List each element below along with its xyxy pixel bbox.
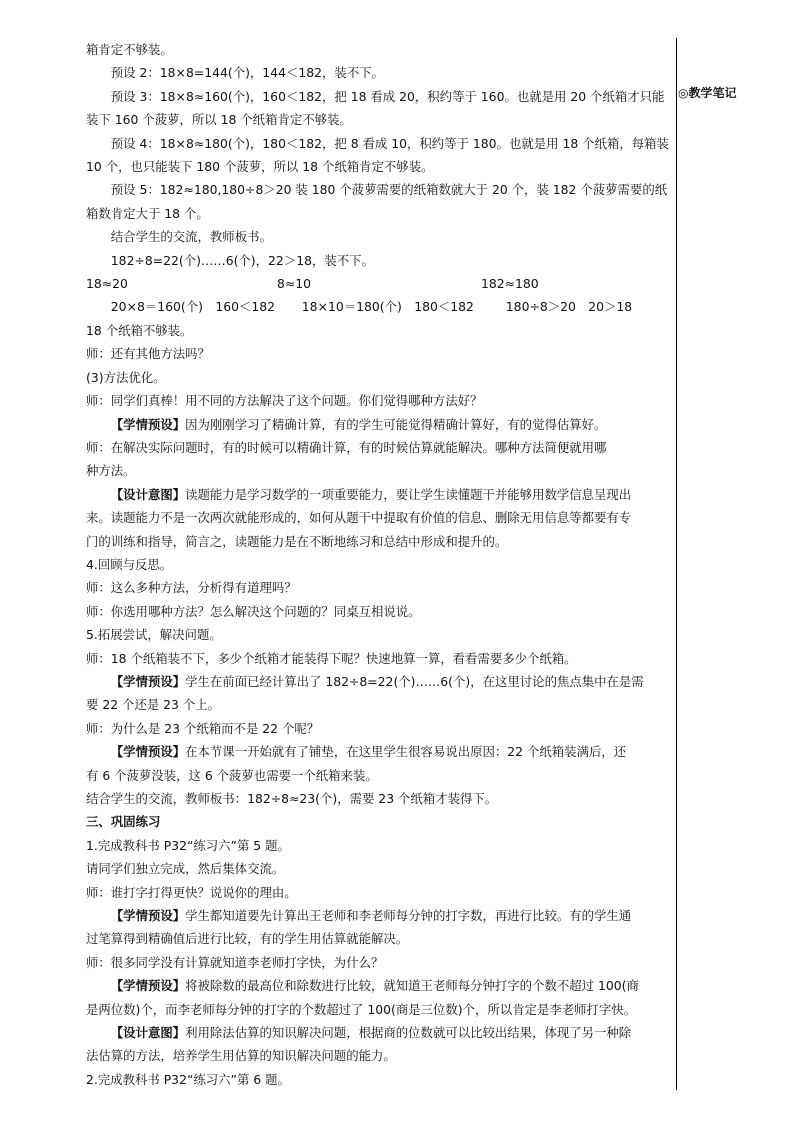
text-line: 预设 5：182≈180,180÷8＞20 装 180 个菠萝需要的纸箱数就大于 20 个，装 182 个菠萝需要的纸 <box>110 182 668 198</box>
text-line: 结合学生的交流，教师板书。 <box>110 229 272 245</box>
tag-label: 【学情预设】 <box>110 978 186 994</box>
teaching-notes-label: ◎教学笔记 <box>678 86 737 100</box>
text-line: 箱数肯定大于 18 个。 <box>86 205 209 221</box>
text-line: 请同学们独立完成，然后集体交流。 <box>86 861 285 877</box>
text-line: 1.完成教科书 P32“练习六”第 5 题。 <box>86 837 290 853</box>
text-line: 法估算的方法，培养学生用估算的知识解决问题的能力。 <box>86 1048 396 1064</box>
document-body <box>86 38 672 1091</box>
text-line: 要 22 个还是 23 个上。 <box>86 697 221 713</box>
tag-label: 【学情预设】 <box>110 673 186 689</box>
tag-label: 【学情预设】 <box>110 416 186 432</box>
text-line: 箱肯定不够装。 <box>86 42 173 57</box>
text-line: 4.回顾与反思。 <box>86 556 173 572</box>
board-row-2 <box>86 295 672 318</box>
text-line: 门的训练和指导，简言之，读题能力是在不断地练习和总结中形成和提升的。 <box>86 533 508 549</box>
text-line: 【设计意图】读题能力是学习数学的一项重要能力，要让学生读懂题干并能够用数学信息呈现出 <box>110 486 632 502</box>
text-line: 5.拓展尝试，解决问题。 <box>86 627 222 643</box>
text-line: 【学情预设】将被除数的最高位和除数进行比较，就知道王老师每分钟打字的个数不超过 100(商 <box>110 978 639 994</box>
board-cell: 8≈10 <box>277 276 312 292</box>
text-line: 过笔算得到精确值后进行比较，有的学生用估算就能解决。 <box>86 931 409 947</box>
text-line: 【设计意图】利用除法估算的知识解决问题，根据商的位数就可以比较出结果，体现了另一种除 <box>110 1025 632 1041</box>
text-line: 师：18 个纸箱装不下，多少个纸箱才能装得下呢？快速地算一算，看看需要多少个纸箱。 <box>86 650 577 666</box>
text-line: 是两位数)个，而李老师每分钟的打字的个数超过了 100(商是三位数)个，所以肯定是李老师打字快。 <box>86 1001 637 1017</box>
text-line: 来。读题能力不是一次两次就能形成的，如何从题干中提取有价值的信息、删除无用信息等都要有专 <box>86 510 632 526</box>
text-line: 预设 3：18×8≈160(个)，160＜182，把 18 看成 20，积约等于 160。也就是用 20 个纸箱才只能 <box>110 88 665 104</box>
board-cell: 182≈180 <box>481 276 539 292</box>
board-cell: 180÷8＞20 20＞18 <box>505 299 633 315</box>
section-heading: 三、巩固练习 <box>86 814 161 830</box>
board-cell: 20×8＝160(个) 160＜182 <box>110 299 276 315</box>
text-line: 【学情预设】在本节课一开始就有了铺垫，在这里学生很容易说出原因：22 个纸箱装满后，还 <box>110 744 627 760</box>
text-line: 【学情预设】因为刚刚学习了精确计算，有的学生可能觉得精确计算好，有的觉得估算好。 <box>110 416 607 432</box>
text-line: 师：很多同学没有计算就知道李老师打字快，为什么？ <box>86 954 384 970</box>
text-line: 师：你选用哪种方法？怎么解决这个问题的？同桌互相说说。 <box>86 603 421 619</box>
text-line: 【学情预设】学生在前面已经计算出了 182÷8=22(个)……6(个)，在这里讨论的焦点集中在是需 <box>110 673 644 689</box>
text-line: 182÷8=22(个)……6(个)，22＞18，装不下。 <box>110 252 374 268</box>
tag-label: 【设计意图】 <box>110 1025 186 1041</box>
text-line: 师：在解决实际问题时，有的时候可以精确计算，有的时候估算就能解决。哪种方法简便就用哪 <box>86 439 607 455</box>
tag-label: 【学情预设】 <box>110 908 186 924</box>
text-line: 师：还有其他方法吗？ <box>86 346 210 362</box>
text-line: 2.完成教科书 P32“练习六”第 6 题。 <box>86 1071 290 1087</box>
margin-divider-line <box>676 38 677 1090</box>
text-line: 预设 4：18×8≈180(个)，180＜182，把 8 看成 10，积约等于 180。也就是用 18 个纸箱，每箱装 <box>110 135 669 151</box>
text-line: 师：为什么是 23 个纸箱而不是 22 个呢？ <box>86 720 320 736</box>
text-line: 结合学生的交流，教师板书：182÷8≈23(个)，需要 23 个纸箱才装得下。 <box>86 791 498 806</box>
text-line: 预设 2：18×8=144(个)，144＜182，装不下。 <box>110 65 384 81</box>
text-line: 师：谁打字打得更快？说说你的理由。 <box>86 884 297 900</box>
text-line: 【学情预设】学生都知道要先计算出王老师和李老师每分钟的打字数，再进行比较。有的学生通 <box>110 908 632 924</box>
text-line: (3)方法优化。 <box>86 369 166 385</box>
board-row-1 <box>86 272 672 295</box>
text-line: 有 6 个菠萝没装，这 6 个菠萝也需要一个纸箱来装。 <box>86 767 378 783</box>
tag-label: 【设计意图】 <box>110 486 186 502</box>
text-line: 装下 160 个菠萝，所以 18 个纸箱肯定不够装。 <box>86 112 352 128</box>
text-line: 种方法。 <box>86 463 136 479</box>
text-line: 师：同学们真棒！用不同的方法解决了这个问题。你们觉得哪种方法好？ <box>86 393 483 409</box>
board-cell: 18≈20 <box>86 276 128 292</box>
text-line: 10 个，也只能装下 180 个菠萝，所以 18 个纸箱肯定不够装。 <box>86 159 434 175</box>
board-cell: 18×10＝180(个) 180＜182 <box>301 299 474 315</box>
text-line: 18 个纸箱不够装。 <box>86 322 193 338</box>
text-line: 师：这么多种方法，分析得有道理吗？ <box>86 580 297 596</box>
tag-label: 【学情预设】 <box>110 744 186 760</box>
